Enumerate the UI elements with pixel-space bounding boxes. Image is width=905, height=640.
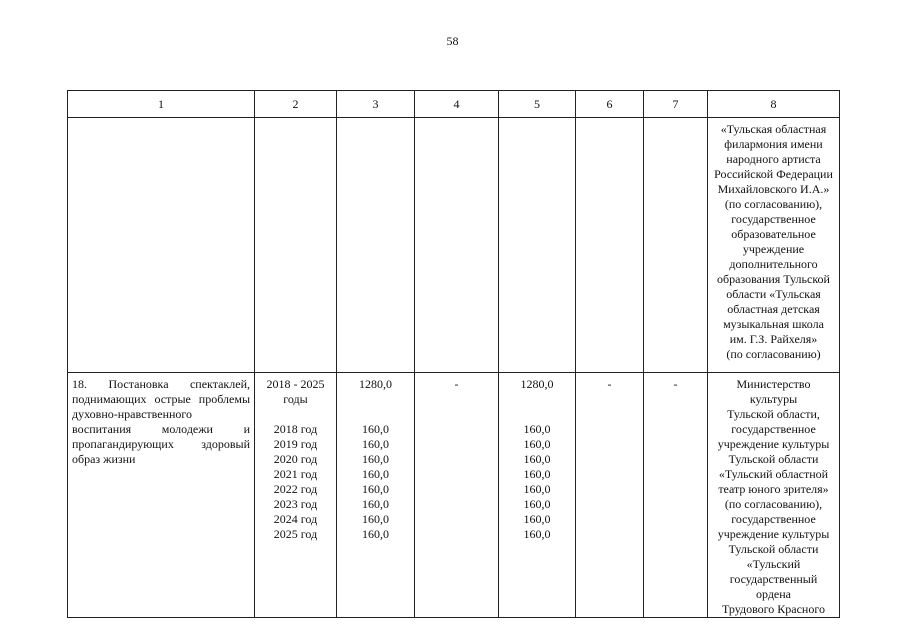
header-col-6: 6	[576, 91, 644, 118]
cell-description	[68, 373, 255, 618]
cell-col7	[644, 373, 708, 618]
description-line: поднимающих острые проблемы	[72, 392, 250, 406]
cell-col6	[576, 373, 644, 618]
description-line: пропагандирующих здоровый	[72, 437, 250, 451]
page-number: 58	[446, 34, 459, 48]
cell-col4	[415, 373, 499, 618]
cell-empty	[576, 118, 644, 373]
header-col-7: 7	[644, 91, 708, 118]
cell-empty	[499, 118, 576, 373]
organization-text: «Тульская областная филармония имени народного артиста Российской Федерации Михайловского И.А.» (по согласованию), государственное образовательное учреждение дополнительного образования Тульской области «Тульская областная детская музыкальная школа им. Г.З. Райхеля» (по согласованию)	[714, 122, 833, 361]
description-line: воспитания молодежи и	[72, 422, 250, 436]
cell-empty	[337, 118, 415, 373]
col3-total: 1280,0	[359, 377, 392, 391]
description-line: 18. Постановка спектаклей,	[72, 377, 250, 391]
cell-organization	[708, 118, 840, 373]
header-col-3: 3	[337, 91, 415, 118]
header-col-2: 2	[255, 91, 337, 118]
table-row	[68, 118, 840, 373]
header-row	[68, 91, 840, 118]
organization-text: Министерство культуры Тульской области, государственное учреждение культуры Тульской области «Тульский областной театр юного зрителя» (по согласованию), государственное учреждение культуры Тульской области «Тульский государственный ордена Трудового Красного	[717, 377, 830, 616]
col5-total: 1280,0	[520, 377, 554, 391]
header-col-4: 4	[415, 91, 499, 118]
description-line: духовно-нравственного	[72, 407, 193, 421]
cell-empty	[415, 118, 499, 373]
cell-period	[255, 373, 337, 618]
header-col-1: 1	[68, 91, 255, 118]
col6-total: -	[607, 377, 612, 391]
cell-empty	[644, 118, 708, 373]
cell-col3	[337, 373, 415, 618]
header-col-5: 5	[499, 91, 576, 118]
description-line: образ жизни	[72, 452, 136, 466]
program-table	[67, 90, 840, 618]
cell-empty	[68, 118, 255, 373]
cell-organization	[708, 373, 840, 618]
col4-total: -	[454, 377, 459, 391]
cell-empty	[255, 118, 337, 373]
header-col-8: 8	[708, 91, 840, 118]
col3-yearly: 160,0 160,0 160,0 160,0 160,0 160,0 160,0 160,0	[362, 422, 389, 541]
years-list: 2018 год 2019 год 2020 год 2021 год 2022 год 2023 год 2024 год 2025 год	[273, 422, 318, 541]
period-text: 2018 - 2025 годы	[266, 377, 325, 406]
col5-yearly: 160,0 160,0 160,0 160,0 160,0 160,0 160,0 160,0	[523, 422, 551, 541]
col7-total: -	[673, 377, 678, 391]
cell-col5	[499, 373, 576, 618]
table-row	[68, 373, 840, 618]
